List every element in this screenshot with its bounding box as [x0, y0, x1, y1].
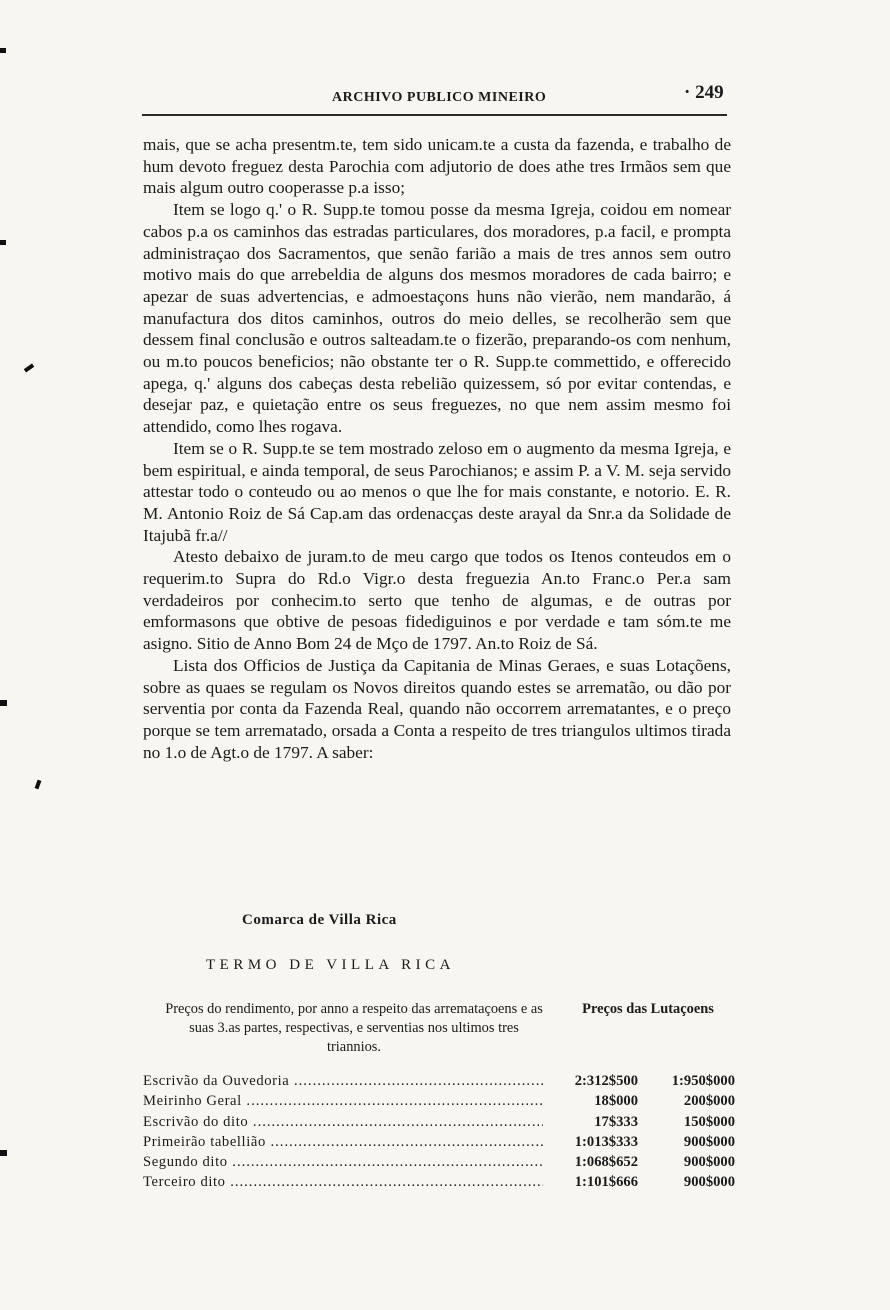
lotacao-value: 150$000: [683, 1113, 735, 1130]
lotacao-value: 900$000: [683, 1174, 735, 1191]
office-name: Meirinho Geral .....: [143, 1093, 543, 1110]
rendimento-value: 17$333: [594, 1113, 638, 1130]
running-header: ARCHIVO PUBLICO MINEIRO: [332, 90, 547, 105]
comarca-heading: Comarca de Villa Rica: [242, 912, 397, 928]
body-text: [143, 134, 731, 763]
office-name: Escrivão do dito .....: [143, 1114, 543, 1131]
paragraph: Item se o R. Supp.te se tem mostrado zeloso em o augmento da mesma Igreja, e bem espiritual, e ainda temporal, de seus Parochianos; e assim P. a V. M. seja servido attestar todo o conteudo ou ao menos o que lhe for mais constante, e notorio. E. R. M. Antonio Roiz de Sá Cap.am das ordenacças deste arayal da Snr.a da Solidade de Itajubã fr.a//: [143, 438, 731, 545]
table-row: [143, 1114, 743, 1134]
paragraph: Atesto debaixo de juram.to de meu cargo que todos os Itenos conteudos em o requerim.to Supra do Rd.o Vigr.o desta freguezia An.to Franc.o Per.a sam verdadeiros por conhecim.to serto que tenho de algumas, e de outras por emformasons que obtive de pesoas fidediguinos e por verdade e tam sóm.te me asigno. Sitio de Anno Bom 24 de Mço de 1797. An.to Roiz de Sá.: [143, 547, 731, 654]
table-row: [143, 1093, 743, 1113]
margin-mark: [0, 1150, 7, 1156]
margin-mark: [35, 780, 42, 790]
margin-mark: [0, 240, 6, 245]
table-row: [143, 1154, 743, 1174]
lotacao-value: 900$000: [683, 1133, 735, 1150]
lotacao-value: 1:950$000: [671, 1073, 735, 1089]
office-name: Segundo dito .....: [143, 1154, 543, 1171]
page-number: · 249: [684, 82, 724, 103]
paragraph: Lista dos Officios de Justiça da Capitania de Minas Geraes, e suas Lotaçõens, sobre as quaes se regulam os Novos direitos quando estes se arrematão, ou dão por serventia por conta da Fazenda Real, quando não occorrem arrematantes, e o preço porque se tem arrematado, orsada a Conta a respeito de tres triangulos ultimos tirada no 1.o de Agt.o de 1797. A saber:: [143, 655, 731, 762]
lotacao-value: 200$000: [683, 1093, 735, 1110]
paragraph: mais, que se acha presentm.te, tem sido unicam.te a custa da fazenda, e trabalho de hum devoto freguez desta Parochia com adjutorio de does athe tres Irmãos sem que mais algum outro cooperasse p.a isso;: [143, 135, 731, 198]
margin-mark: [24, 363, 34, 372]
office-name: Terceiro dito .....: [143, 1174, 543, 1191]
table-row: [143, 1134, 743, 1154]
office-name: Escrivão da Ouvedoria .....: [143, 1073, 543, 1090]
rendimento-value: 1:068$652: [574, 1154, 638, 1171]
lotacao-value: 900$000: [683, 1154, 735, 1171]
margin-mark: [0, 700, 7, 706]
rendimento-value: 1:013$333: [574, 1133, 638, 1150]
rendimento-value: 1:101$666: [574, 1174, 638, 1191]
margin-mark: [0, 48, 6, 53]
table-row: [143, 1073, 743, 1093]
rendimento-value: 2:312$500: [574, 1073, 638, 1089]
offices-table: [143, 1073, 743, 1195]
office-name: Primeirão tabellião .....: [143, 1134, 543, 1151]
rendimento-value: 18$000: [594, 1093, 638, 1110]
header-rule: [142, 114, 727, 116]
termo-heading: TERMO DE VILLA RICA: [206, 957, 455, 973]
column-heading-lotacao: Preços das Lutaçoens: [582, 1001, 714, 1017]
table-row: [143, 1174, 743, 1194]
paragraph: Item se logo q.' o R. Supp.te tomou posse da mesma Igreja, coidou em nomear cabos p.a os caminhos das estradas particulares, dos moradores, p.a facil, e prompta administraçao dos Sacramentos, que senão farião a mais de tres annos sem outro motivo mais do que arrebeldia de alguns dos mesmos moradores de cada bairro; e apezar de suas advertencias, e admoestaçons huns não vierão, nem mandarão, á manufactura dos ditos caminhos, outros do meio delles, se recolherão sem que dessem final conclusão e outros salteadam.te o fizerão, preparando-os com nenhum, ou m.to poucos beneficios; não obstante ter o R. Supp.te commettido, e offerecido apega, q.' alguns dos cabeças desta rebelião quizessem, só por evitar contendas, e desejar paz, e quietação entre os seus freguezes, no que nem assim mesmo foi attendido, como lhes rogava.: [143, 200, 731, 437]
column-heading-rendimento: Preços do rendimento, por anno a respeito das arremataçoens e as suas 3.as partes, respectivas, e serventias nos ultimos tres triannios.: [165, 1001, 543, 1055]
